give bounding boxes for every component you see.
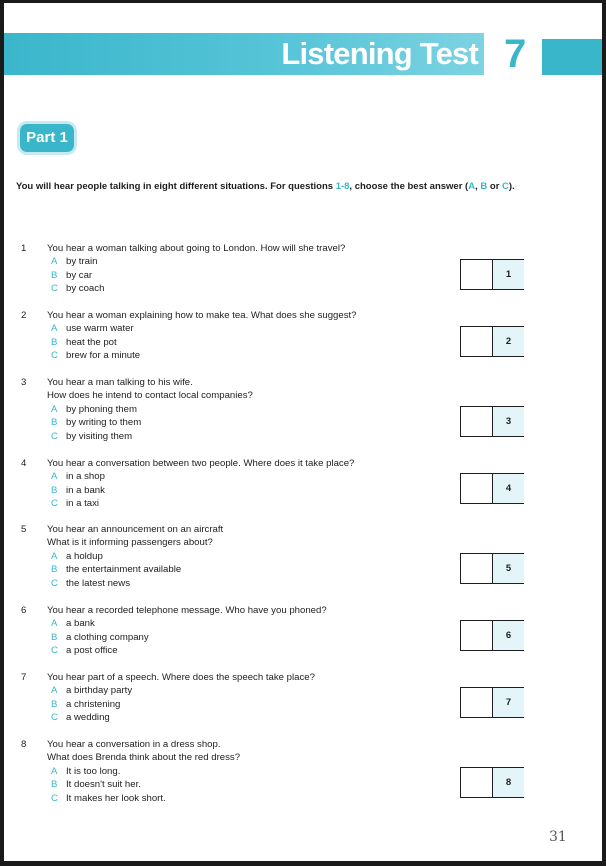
option-text: a post office bbox=[66, 645, 118, 657]
option-text: heat the pot bbox=[66, 336, 117, 348]
answer-option[interactable] bbox=[47, 403, 447, 416]
option-text: in a shop bbox=[66, 471, 105, 483]
option-letter: C bbox=[51, 577, 58, 589]
answer-option[interactable] bbox=[47, 778, 447, 791]
option-text: a wedding bbox=[66, 712, 110, 724]
option-letter: A bbox=[51, 550, 58, 562]
answer-box-number: 7 bbox=[492, 688, 524, 717]
answer-box-number: 6 bbox=[492, 621, 524, 650]
option-letter: C bbox=[51, 498, 58, 510]
instructions bbox=[16, 179, 526, 194]
question-number: 3 bbox=[21, 377, 27, 388]
option-text: in a bank bbox=[66, 484, 105, 496]
question-text: You hear an announcement on an aircraft bbox=[47, 524, 224, 535]
part-label: Part 1 bbox=[26, 129, 68, 146]
option-letter: B bbox=[51, 336, 58, 348]
answer-option[interactable] bbox=[47, 711, 447, 724]
answer-option[interactable] bbox=[47, 336, 447, 349]
option-letter: A bbox=[51, 471, 58, 483]
option-letter: B bbox=[51, 269, 58, 281]
answer-box-number: 5 bbox=[492, 554, 524, 583]
question-body bbox=[47, 523, 447, 590]
question-text: You hear a woman talking about going to London. How will she travel? bbox=[47, 243, 346, 254]
option-text: brew for a minute bbox=[66, 350, 141, 362]
answer-box-number: 2 bbox=[492, 327, 524, 356]
option-letter: B bbox=[51, 779, 58, 791]
question-body bbox=[47, 457, 447, 511]
answer-option[interactable] bbox=[47, 322, 447, 335]
answer-box-2[interactable] bbox=[460, 326, 524, 357]
answer-box-number: 4 bbox=[492, 474, 524, 503]
question-body bbox=[47, 309, 447, 363]
question-body bbox=[47, 671, 447, 725]
option-letter: A bbox=[51, 685, 58, 697]
option-letter: C bbox=[51, 430, 58, 442]
option-letter: B bbox=[51, 698, 58, 710]
instructions-text: You will hear people talking in eight different situations. For questions bbox=[16, 181, 336, 192]
instructions-sep-2: or bbox=[487, 181, 503, 192]
question-number: 4 bbox=[21, 458, 27, 469]
option-letter: B bbox=[51, 564, 58, 576]
answer-box-7[interactable] bbox=[460, 687, 524, 718]
option-letter: A bbox=[51, 403, 58, 415]
answer-option[interactable] bbox=[47, 577, 447, 590]
option-text: It doesn't suit her. bbox=[66, 779, 141, 791]
answer-box-3[interactable] bbox=[460, 406, 524, 437]
option-letter: A bbox=[51, 765, 58, 777]
option-text: It is too long. bbox=[66, 765, 121, 777]
question-text: You hear a woman explaining how to make tea. What does she suggest? bbox=[47, 310, 357, 321]
option-text: by train bbox=[66, 256, 98, 268]
question-text: What is it informing passengers about? bbox=[47, 537, 213, 549]
page-title: Listening Test bbox=[281, 36, 478, 71]
question-text: You hear a conversation in a dress shop. bbox=[47, 739, 221, 750]
answer-option[interactable] bbox=[47, 349, 447, 362]
question-text: You hear part of a speech. Where does the speech take place? bbox=[47, 672, 315, 683]
question-number: 6 bbox=[21, 605, 27, 616]
option-text: use warm water bbox=[66, 323, 134, 335]
question-number: 8 bbox=[21, 739, 27, 750]
option-letter: B bbox=[51, 484, 58, 496]
option-letter: C bbox=[51, 712, 58, 724]
answer-box-8[interactable] bbox=[460, 767, 524, 798]
option-text: the entertainment available bbox=[66, 564, 182, 576]
answer-box-number: 3 bbox=[492, 407, 524, 436]
option-text: a christening bbox=[66, 698, 121, 710]
answer-box-6[interactable] bbox=[460, 620, 524, 651]
option-letter: A bbox=[51, 618, 58, 630]
answer-option[interactable] bbox=[47, 255, 447, 268]
question-text: How does he intend to contact local companies? bbox=[47, 390, 253, 402]
answer-option[interactable] bbox=[47, 698, 447, 711]
answer-box-number: 1 bbox=[492, 260, 524, 289]
option-b-label: B bbox=[480, 181, 488, 192]
answer-option[interactable] bbox=[47, 550, 447, 563]
option-letter: C bbox=[51, 350, 58, 362]
answer-option[interactable] bbox=[47, 684, 447, 697]
answer-option[interactable] bbox=[47, 484, 447, 497]
option-text: by phoning them bbox=[66, 403, 137, 415]
option-text: by visiting them bbox=[66, 430, 133, 442]
option-text: a clothing company bbox=[66, 631, 149, 643]
answer-option[interactable] bbox=[47, 470, 447, 483]
option-c-label: C bbox=[502, 181, 509, 192]
answer-option[interactable] bbox=[47, 416, 447, 429]
answer-option[interactable] bbox=[47, 497, 447, 510]
question-text: You hear a conversation between two people. Where does it take place? bbox=[47, 458, 355, 469]
question-text: What does Brenda think about the red dress? bbox=[47, 752, 241, 764]
option-text: the latest news bbox=[66, 577, 130, 589]
answer-box-1[interactable] bbox=[460, 259, 524, 290]
question-text: You hear a recorded telephone message. Who have you phoned? bbox=[47, 605, 327, 616]
instructions-sep-1: , bbox=[475, 181, 481, 192]
question-range: 1-8 bbox=[335, 181, 350, 192]
option-a-label: A bbox=[468, 181, 476, 192]
question-body bbox=[47, 738, 447, 805]
answer-option[interactable] bbox=[47, 282, 447, 295]
option-letter: B bbox=[51, 417, 58, 429]
answer-option[interactable] bbox=[47, 269, 447, 282]
worksheet-page bbox=[4, 3, 602, 861]
question-number: 7 bbox=[21, 672, 27, 683]
question-number: 5 bbox=[21, 524, 27, 535]
option-text: by car bbox=[66, 269, 93, 281]
option-text: It makes her look short. bbox=[66, 792, 166, 804]
banner-tail-bar bbox=[542, 39, 602, 75]
question-body bbox=[47, 242, 447, 296]
option-text: a birthday party bbox=[66, 685, 133, 697]
option-text: a bank bbox=[66, 618, 95, 630]
answer-box-4[interactable] bbox=[460, 473, 524, 504]
answer-option[interactable] bbox=[47, 644, 447, 657]
answer-option[interactable] bbox=[47, 765, 447, 778]
question-number: 1 bbox=[21, 243, 27, 254]
question-text: You hear a man talking to his wife. bbox=[47, 377, 193, 388]
answer-option[interactable] bbox=[47, 792, 447, 805]
question-body bbox=[47, 604, 447, 658]
answer-box-number: 8 bbox=[492, 768, 524, 797]
option-letter: B bbox=[51, 631, 58, 643]
option-letter: A bbox=[51, 256, 58, 268]
page-number: 31 bbox=[549, 829, 567, 845]
answer-option[interactable] bbox=[47, 430, 447, 443]
option-text: by coach bbox=[66, 283, 105, 295]
option-text: a holdup bbox=[66, 550, 103, 562]
question-body bbox=[47, 376, 447, 443]
instructions-text-2: , choose the best answer ( bbox=[349, 181, 469, 192]
option-text: by writing to them bbox=[66, 417, 142, 429]
option-letter: A bbox=[51, 323, 58, 335]
answer-box-5[interactable] bbox=[460, 553, 524, 584]
title-banner bbox=[4, 33, 484, 75]
instructions-end: ). bbox=[508, 181, 515, 192]
option-text: in a taxi bbox=[66, 498, 100, 510]
question-number: 2 bbox=[21, 310, 27, 321]
option-letter: C bbox=[51, 792, 58, 804]
answer-option[interactable] bbox=[47, 631, 447, 644]
answer-option[interactable] bbox=[47, 563, 447, 576]
part-badge bbox=[20, 124, 74, 152]
option-letter: C bbox=[51, 283, 58, 295]
option-letter: C bbox=[51, 645, 58, 657]
test-number: 7 bbox=[504, 32, 527, 76]
answer-option[interactable] bbox=[47, 617, 447, 630]
